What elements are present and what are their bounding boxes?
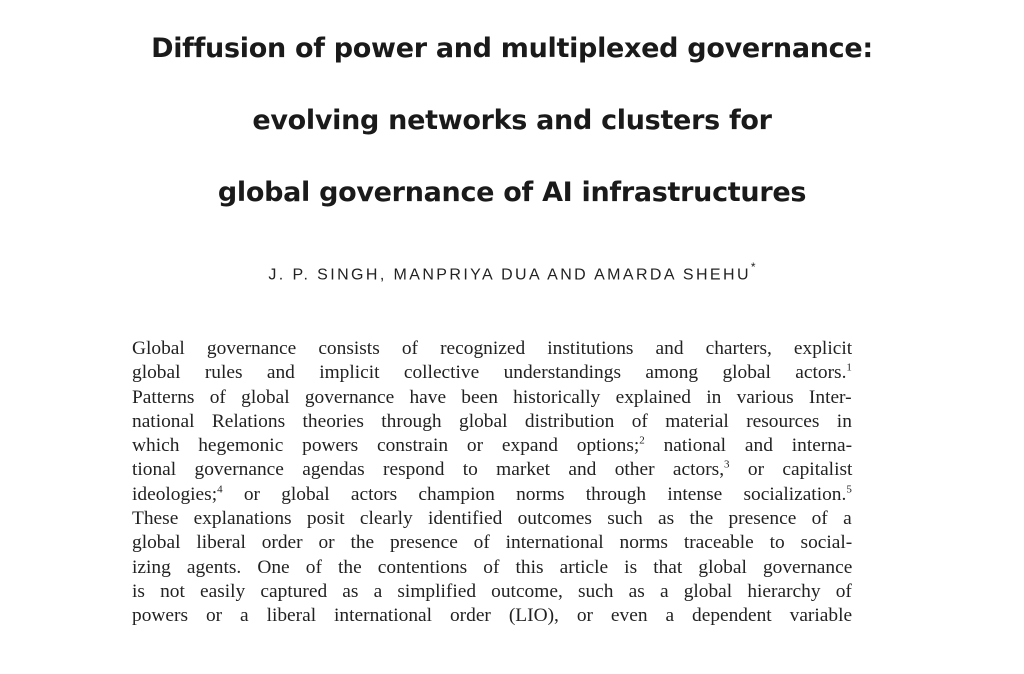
title-line-3: global governance of AI infrastructures xyxy=(217,177,807,208)
body-line-10: izing agents. One of the contentions of this article is that global governance xyxy=(132,556,853,578)
body-line-8: These explanations posit clearly identified outcomes such as the presence of a xyxy=(132,508,852,530)
body-line-9: global liberal order or the presence of international norms traceable to social- xyxy=(132,532,853,554)
body-line-5: which hegemonic powers constrain or expand options;$^2$ national and interna- xyxy=(132,434,853,457)
body-line-7: ideologies;$^4$ or global actors champion norms through intense socialization.$^5$ xyxy=(132,483,852,505)
body-line-1: Global governance consists of recognized institutions and charters, explicit xyxy=(132,338,853,359)
footnote-ref-5[interactable]: 5 xyxy=(846,483,852,496)
body-line-11: is not easily captured as a simplified outcome, such as a global hierarchy of xyxy=(132,580,852,602)
footnote-ref-2[interactable]: 2 xyxy=(639,434,645,447)
abstract-paragraph xyxy=(132,337,852,629)
author-names: J. P. SINGH, MANPRIYA DUA AND AMARDA SHEHU xyxy=(268,266,751,284)
body-line-12: powers or a liberal international order (LIO), or even a dependent variable xyxy=(132,605,853,627)
body-line-4: national Relations theories through global distribution of material resources in xyxy=(132,410,852,432)
body-line-3: Patterns of global governance have been historically explained in various Inter- xyxy=(132,386,852,408)
footnote-ref-1[interactable]: 1 xyxy=(846,361,852,374)
body-line-2: global rules and implicit collective understandings among global actors.$^1$ xyxy=(132,361,852,384)
title-line-1: Diffusion of power and multiplexed governance: xyxy=(151,33,873,64)
body-line-6: tional governance agendas respond to market and other actors,$^3$ or capitalist xyxy=(132,459,853,481)
title-line-2: evolving networks and clusters for xyxy=(252,105,772,136)
author-footnote-mark: * xyxy=(750,260,756,274)
footnote-ref-4[interactable]: 4 xyxy=(217,483,223,496)
footnote-ref-3[interactable]: 3 xyxy=(724,459,730,472)
author-list xyxy=(0,262,1024,284)
